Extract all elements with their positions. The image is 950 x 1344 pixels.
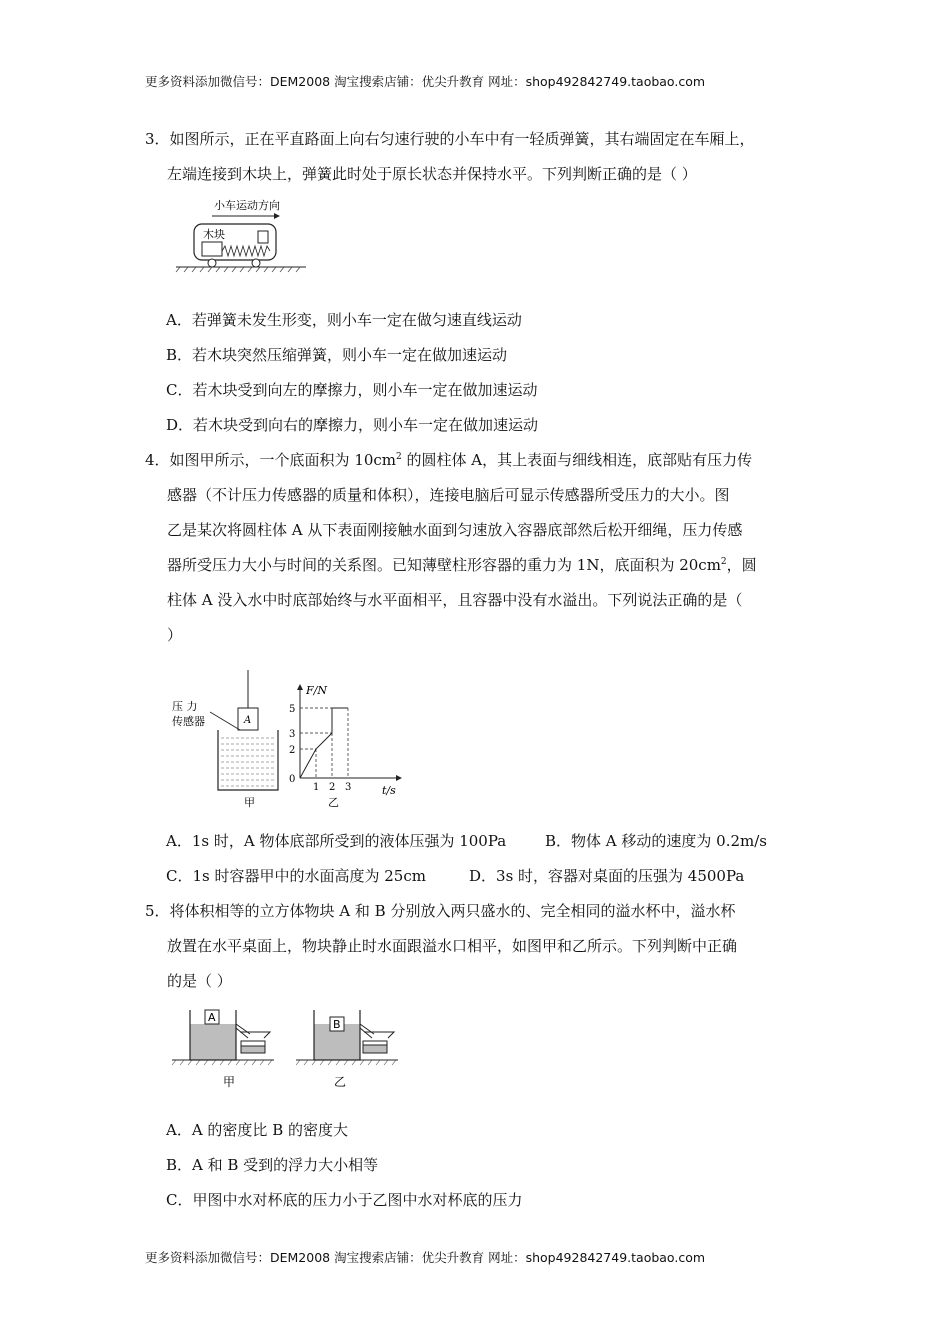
q3-option-c[interactable]: C．若木块受到向左的摩擦力，则小车一定在做加速运动 xyxy=(166,381,538,399)
q5-line-1: 5．将体积相等的立方体物块 A 和 B 分别放入两只盛水的、完全相同的溢水杯中，溢水杯 xyxy=(145,902,736,920)
q5-option-c[interactable]: C．甲图中水对杯底的压力小于乙图中水对杯底的压力 xyxy=(166,1191,523,1209)
caption-jia: 甲 xyxy=(244,796,255,809)
wheel-left xyxy=(208,259,216,267)
y-tick-5: 5 xyxy=(289,704,296,715)
caption-jia: 甲 xyxy=(223,1075,236,1089)
question-5 xyxy=(145,894,817,999)
question-3 xyxy=(145,122,817,192)
y-tick-2: 2 xyxy=(289,745,296,756)
q5-option-a[interactable]: A．A 的密度比 B 的密度大 xyxy=(166,1121,348,1139)
q4-line-1: 4．如图甲所示，一个底面积为 $10cm^2$ 的圆柱体 A，其上表面与细线相连，底部贴有压力传 xyxy=(145,451,753,469)
page-footer: 更多资料添加微信号：DEM2008 淘宝搜索店铺：优尖升教育 网址：shop492842749.taobao.com xyxy=(145,1250,706,1265)
q3-option-d[interactable]: D．若木块受到向右的摩擦力，则小车一定在做加速运动 xyxy=(166,416,539,434)
q4-option-d[interactable]: D．3s 时，容器对桌面的压强为 4500Pa xyxy=(469,867,745,885)
water-body xyxy=(218,734,278,789)
spout-b-2 xyxy=(360,1028,372,1038)
wood-block xyxy=(202,242,222,256)
guide-lines xyxy=(300,708,348,778)
x-tick-1: 1 xyxy=(313,782,320,793)
q3-direction-label: 小车运动方向 xyxy=(214,199,280,212)
q4-line-2: 感器（不计压力传感器的质量和体积），连接电脑后可显示传感器所受压力的大小。图 xyxy=(167,486,730,504)
force-curve xyxy=(300,708,348,778)
beaker-b-water xyxy=(363,1045,387,1053)
q3-line-2: 左端连接到木块上，弹簧此时处于原长状态并保持水平。下列判断正确的是（ ） xyxy=(167,165,697,183)
y-tick-0: 0 xyxy=(289,774,296,785)
spout-a-2 xyxy=(236,1028,248,1038)
table-b-hatch xyxy=(296,1060,396,1065)
x-tick-3: 3 xyxy=(345,782,352,793)
direction-arrowhead xyxy=(274,213,280,219)
sensor-label-1: 压 力 xyxy=(172,700,198,713)
question-4 xyxy=(145,443,817,653)
x-axis-arrow xyxy=(396,775,402,781)
q5-figure xyxy=(170,1008,410,1094)
x-axis-label: t/s xyxy=(382,784,396,797)
road-hatching xyxy=(176,267,300,272)
q4-line-6: ） xyxy=(167,626,183,644)
q3-block-label: 木块 xyxy=(203,228,225,241)
block-a-label: A xyxy=(208,1011,216,1024)
q4-figure xyxy=(168,668,408,814)
block-b-label: B xyxy=(333,1018,341,1031)
cart-window xyxy=(258,231,268,243)
q5-option-b[interactable]: B．A 和 B 受到的浮力大小相等 xyxy=(166,1156,379,1174)
sensor-label-2: 传感器 xyxy=(172,715,205,728)
q4-option-b[interactable]: B．物体 A 移动的速度为 0.2m/s xyxy=(545,832,767,850)
q3-option-b[interactable]: B．若木块突然压缩弹簧，则小车一定在做加速运动 xyxy=(166,346,508,364)
q3-cart-figure xyxy=(172,196,312,274)
cup-a-water xyxy=(190,1024,236,1060)
sensor-pointer xyxy=(210,712,240,730)
x-tick-2: 2 xyxy=(329,782,336,793)
caption-yi: 乙 xyxy=(334,1075,347,1089)
q4-line-4: 器所受压力大小与时间的关系图。已知薄壁柱形容器的重力为 1N，底面积为 $20cm^2$，圆 xyxy=(167,556,757,574)
page-header: 更多资料添加微信号：DEM2008 淘宝搜索店铺：优尖升教育 网址：shop492842749.taobao.com xyxy=(145,74,706,89)
q4-option-c[interactable]: C．1s 时容器甲中的水面高度为 25cm xyxy=(166,867,426,885)
wheel-right xyxy=(252,259,260,267)
cylinder-a-label: A xyxy=(244,715,252,726)
q4-option-a[interactable]: A．1s 时，A 物体底部所受到的液体压强为 100Pa xyxy=(166,832,507,850)
q5-line-2: 放置在水平桌面上，物块静止时水面跟溢水口相平，如图甲和乙所示。下列判断中正确 xyxy=(167,937,738,955)
beaker-a-water xyxy=(241,1046,265,1053)
q3-option-a[interactable]: A．若弹簧未发生形变，则小车一定在做匀速直线运动 xyxy=(166,311,522,329)
q5-line-3: 的是（ ） xyxy=(167,972,232,990)
caption-yi: 乙 xyxy=(328,796,339,809)
q4-line-5: 柱体 A 没入水中时底部始终与水平面相平，且容器中没有水溢出。下列说法正确的是（ xyxy=(167,591,743,609)
q4-line-3: 乙是某次将圆柱体 A 从下表面刚接触水面到匀速放入容器底部然后松开细绳，压力传感 xyxy=(167,521,743,539)
y-tick-3: 3 xyxy=(289,729,296,740)
y-axis-label: F/N xyxy=(306,684,327,697)
table-a-hatch xyxy=(172,1060,272,1065)
y-axis-arrow xyxy=(297,684,303,690)
q3-line-1: 3．如图所示，正在平直路面上向右匀速行驶的小车中有一轻质弹簧，其右端固定在车厢上， xyxy=(145,130,755,148)
